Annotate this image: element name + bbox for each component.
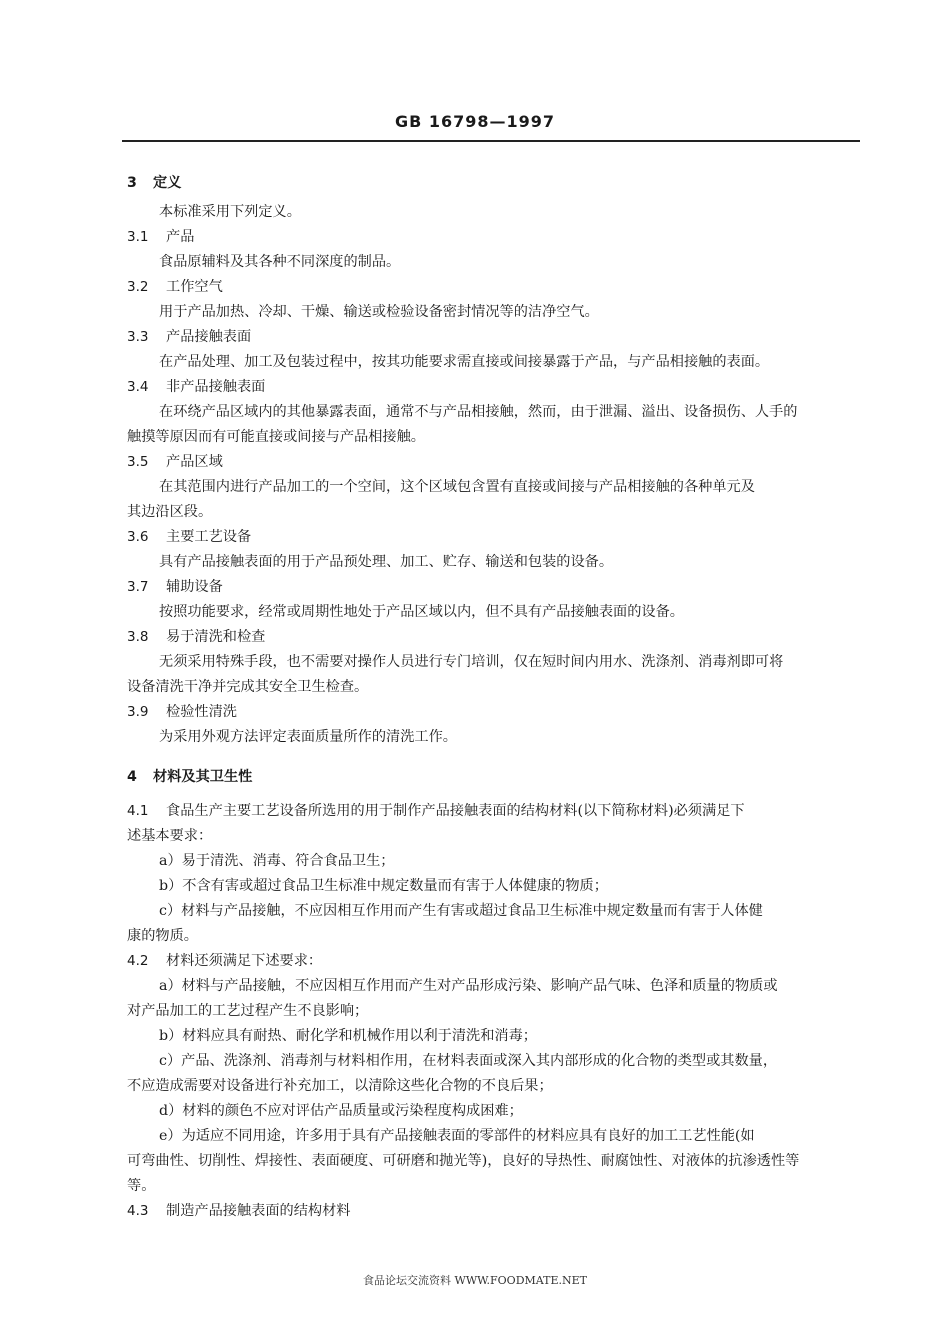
page-header: GB 16798—1997 xyxy=(394,112,556,131)
clause-number: 3.2 xyxy=(127,279,149,295)
clause-3-6-text: 具有产品接触表面的用于产品预处理、加工、贮存、输送和包装的设备。 xyxy=(159,554,614,570)
clause-term: 非产品接触表面 xyxy=(166,379,266,395)
clause-3-8-text-line1: 无须采用特殊手段，也不需要对操作人员进行专门培训，仅在短时间内用水、洗涤剂、消毒剂即可将 xyxy=(159,654,784,670)
clause-4-2-item-e-line2: 可弯曲性、切削性、焊接性、表面硬度、可研磨和抛光等)，良好的导热性、耐腐蚀性、对液体的抗渗透性等 xyxy=(127,1153,800,1169)
clause-4-2-item-c-line2: 不应造成需要对设备进行补充加工，以清除这些化合物的不良后果； xyxy=(127,1078,553,1094)
section-3-intro: 本标准采用下列定义。 xyxy=(159,204,301,220)
clause-3-5-heading xyxy=(127,450,860,475)
clause-3-2-text: 用于产品加热、冷却、干燥、输送或检验设备密封情况等的洁净空气。 xyxy=(159,304,599,320)
clause-number: 4.2 xyxy=(127,953,149,969)
clause-4-3-heading xyxy=(127,1199,860,1224)
clause-term: 产品接触表面 xyxy=(166,329,252,345)
document-body xyxy=(127,170,860,1224)
clause-3-4-text-line2: 触摸等原因而有可能直接或间接与产品相接触。 xyxy=(127,429,425,445)
clause-3-8-heading xyxy=(127,625,860,650)
clause-4-2-item-e-line1: e）为适应不同用途，许多用于具有产品接触表面的零部件的材料应具有良好的加工工艺性能(如 xyxy=(159,1128,755,1144)
clause-3-4-text-line1: 在环绕产品区域内的其他暴露表面，通常不与产品相接触，然而，由于泄漏、溢出、设备损伤、人手的 xyxy=(159,404,798,420)
clause-number: 3.7 xyxy=(127,579,149,595)
clause-4-2-item-a-line2: 对产品加工的工艺过程产生不良影响； xyxy=(127,1003,369,1019)
clause-text: 制造产品接触表面的结构材料 xyxy=(166,1203,351,1219)
clause-3-5-text-line1: 在其范围内进行产品加工的一个空间，这个区域包含置有直接或间接与产品相接触的各种单元及 xyxy=(159,479,755,495)
clause-3-9-text: 为采用外观方法评定表面质量所作的清洗工作。 xyxy=(159,729,457,745)
clause-term: 易于清洗和检查 xyxy=(166,629,266,645)
clause-3-7-text: 按照功能要求，经常或周期性地处于产品区域以内，但不具有产品接触表面的设备。 xyxy=(159,604,684,620)
clause-number: 3.6 xyxy=(127,529,149,545)
clause-3-2-heading xyxy=(127,275,860,300)
clause-3-6-heading xyxy=(127,525,860,550)
clause-4-1-item-b: b）不含有害或超过食品卫生标准中规定数量而有害于人体健康的物质； xyxy=(159,878,608,894)
section-title: 材料及其卫生性 xyxy=(153,769,253,785)
clause-term: 主要工艺设备 xyxy=(166,529,252,545)
clause-3-9-heading xyxy=(127,700,860,725)
clause-4-2-item-b: b）材料应具有耐热、耐化学和机械作用以利于清洗和消毒； xyxy=(159,1028,537,1044)
clause-4-2-item-d: d）材料的颜色不应对评估产品质量或污染程度构成困难； xyxy=(159,1103,523,1119)
clause-4-1-line1 xyxy=(127,799,860,824)
section-number: 4 xyxy=(127,769,137,785)
section-number: 3 xyxy=(127,175,137,191)
clause-3-3-heading xyxy=(127,325,860,350)
clause-text: 食品生产主要工艺设备所选用的用于制作产品接触表面的结构材料(以下简称材料)必须满足下 xyxy=(166,803,745,819)
clause-3-4-heading xyxy=(127,375,860,400)
clause-number: 3.1 xyxy=(127,229,149,245)
clause-number: 3.5 xyxy=(127,454,149,470)
clause-4-2-item-c-line1: c）产品、洗涤剂、消毒剂与材料相作用，在材料表面或深入其内部形成的化合物的类型或其数量， xyxy=(159,1053,778,1069)
clause-term: 辅助设备 xyxy=(166,579,223,595)
header-rule xyxy=(122,140,860,142)
clause-3-1-heading xyxy=(127,225,860,250)
clause-number: 3.4 xyxy=(127,379,149,395)
section-4-heading xyxy=(127,765,860,790)
clause-4-2-item-e-line3: 等。 xyxy=(127,1178,156,1194)
clause-number: 3.8 xyxy=(127,629,149,645)
clause-3-8-text-line2: 设备清洗干净并完成其安全卫生检查。 xyxy=(127,679,369,695)
section-3-heading xyxy=(127,171,860,196)
clause-4-1-item-a: a）易于清洗、消毒、符合食品卫生； xyxy=(159,853,395,869)
clause-3-1-text: 食品原辅料及其各种不同深度的制品。 xyxy=(159,254,401,270)
clause-term: 工作空气 xyxy=(166,279,223,295)
section-title: 定义 xyxy=(153,175,182,191)
clause-number: 4.1 xyxy=(127,803,149,819)
clause-4-1-line2: 述基本要求： xyxy=(127,828,213,844)
clause-4-2-heading xyxy=(127,949,860,974)
clause-3-5-text-line2: 其边沿区段。 xyxy=(127,504,213,520)
clause-term: 产品 xyxy=(166,229,195,245)
clause-4-2-item-a-line1: a）材料与产品接触，不应因相互作用而产生对产品形成污染、影响产品气味、色泽和质量的物质或 xyxy=(159,978,778,994)
clause-number: 3.9 xyxy=(127,704,149,720)
clause-number: 3.3 xyxy=(127,329,149,345)
clause-3-3-text: 在产品处理、加工及包装过程中，按其功能要求需直接或间接暴露于产品，与产品相接触的表面。 xyxy=(159,354,770,370)
clause-term: 检验性清洗 xyxy=(166,704,237,720)
clause-term: 产品区域 xyxy=(166,454,223,470)
clause-text: 材料还须满足下述要求： xyxy=(166,953,323,969)
clause-number: 4.3 xyxy=(127,1203,149,1219)
clause-4-1-item-c-line1: c）材料与产品接触，不应因相互作用而产生有害或超过食品卫生标准中规定数量而有害于人体健 xyxy=(159,903,763,919)
page-footer: 食品论坛交流资料 WWW.FOODMATE.NET xyxy=(363,1274,587,1287)
clause-3-7-heading xyxy=(127,575,860,600)
clause-4-1-item-c-line2: 康的物质。 xyxy=(127,928,198,944)
